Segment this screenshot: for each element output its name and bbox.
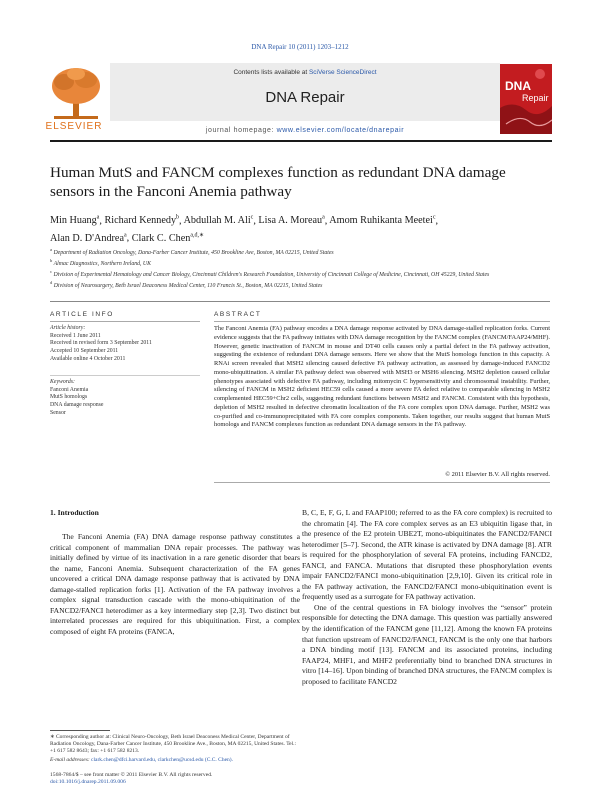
paragraph: The Fanconi Anemia (FA) DNA damage response pathway constitutes a critical component of mammalian DNA repair processes. The pathway was initially defined by virtue of its inactivation in a rare genetic disorder that bears the name, Fanconi Anemia. Subsequent characterization of the FA genes uncovered a critical DNA damage response pathway that is activated by DNA damage-stalled replication forks [1]. Activation of the FA pathway involves a complex signal transduction cascade with the mono-ubiquitination of the FANCD2/FANCI heterodimer as a key intermediary step [2,3]. Two distinct but interrelated processes are required for this ubiquitination. First, a complex composed of eight FA proteins (FANCA, — [50, 532, 300, 636]
abstract-rule — [214, 321, 550, 322]
history-item: Received in revised form 3 September 2011 — [50, 340, 152, 347]
email-line — [50, 757, 300, 764]
keywords — [50, 379, 200, 418]
author[interactable]: Alan D. D'Andrea$^a$ — [50, 232, 127, 244]
history-heading: Article history: — [50, 325, 86, 331]
issn-line — [50, 772, 350, 787]
keyword: DNA damage response — [50, 402, 104, 409]
homepage-link[interactable]: www.elsevier.com/locate/dnarepair — [276, 127, 405, 134]
header-divider — [50, 140, 552, 142]
history-rule — [50, 375, 200, 376]
author[interactable]: Amom Ruhikanta Meetei$^c$ — [329, 215, 436, 227]
paragraph: One of the central questions in FA biology involves the “sensor” protein responsible for detecting the DNA damage. This question was partially answered by the identification of the FANCM gene [11,12]. Among the known FA proteins that function upstream of FANCD2/FANCI, FANCM is the only one that harbors a DNA binding motif [13]. FANCM and its associated proteins, including FAAP24, MHF1, and MHF2 preferentially bind to branched DNA structures in vitro [14–16]. Upon binding of branched DNA structures, the FANCM complex is proposed to facilitate FANCD2 — [302, 602, 552, 686]
journal-homepage — [110, 127, 500, 134]
corresponding-text: ∗ Corresponding author at: Clinical Neuro-Oncology, Beth Israel Deaconess Medical Center, Department of Radiation Oncology, Dana-Farber Cancer Institute, 450 Brookline Ave., Boston, MA 02215, United States. Tel.: +1 617 582 8643; fax: +1 617 582 8213. — [50, 734, 297, 754]
copyright: © 2011 Elsevier B.V. All rights reserved. — [445, 471, 550, 478]
author[interactable]: Abdullah M. Ali$^c$ — [183, 215, 254, 227]
elsevier-tree-logo — [46, 62, 106, 122]
abstract-text: The Fanconi Anemia (FA) pathway encodes a DNA damage response activated by DNA damage-stalled replication forks. Current evidence suggests that the FA pathway initiates with DNA damage recognition by the FANCM complex (FANCM/FAAP24/MHF). However, genetic inactivation of FANCM in mouse and DT40 cells causes only a partial defect in the FA pathway activation, suggesting the existence of redundant DNA damage sensors. Here we show that the MutS homologs function in this capacity. A RNAi screen revealed that MSH2 silencing caused defective FA pathway activation, as assessed by damage-induced FANCD2 mono-ubiquitination. A similar FA pathway defect was observed with MSH3 or MSH6 silencing. MSH2 depletion caused cellular phenotypes associated with defective FA pathway, including mitomycin C hypersensitivity and chromosomal instability. Further, silencing of FANCM in MSH2 deficient HEC59 cells caused a more severe FA defect relative to comparable silencing in MSH2 complemented HEC59+Chr2 cells, suggesting redundant functions between MSH2 and FANCM. Consistent with this hypothesis, depletion of MSH2 resulted in defective chromatin localization of the FA core complex upon DNA damage. Further, MSH2 was co-purified and co-immunoprecipitated with FA core complex components. Taken together, our results suggest that human MutS homologs and FANCM complexes function as redundant DNA damage sensors in the FA pathway. — [214, 325, 550, 429]
issn-text: 1568-7864/$ – see front matter © 2011 Elsevier B.V. All rights reserved. — [50, 772, 213, 778]
journal-citation: DNA Repair 10 (2011) 1203–1212 — [251, 43, 349, 51]
email-links[interactable]: clark.chen@dfci.harvard.edu, clarkchen@ucsd.edu (C.C. Chen). — [91, 757, 233, 763]
article-title: Human MutS and FANCM complexes function as redundant DNA damage sensors in the Fanconi Anemia pathway — [50, 164, 506, 200]
journal-title: DNA Repair — [265, 89, 345, 106]
author-list: Min Huang$^a$, Richard Kennedy$^b$, Abdullah M. Ali$^c$, Lisa A. Moreau$^a$, Amom Ruhikanta Meetei$^c$, Alan D. D'Andrea$^a$, Clark C. Chen$^{a,d,∗}$ — [50, 215, 439, 244]
keywords-heading: Keywords: — [50, 379, 75, 385]
history-item: Accepted 10 September 2011 — [50, 348, 119, 355]
homepage-prefix: journal homepage: — [205, 127, 277, 134]
keyword: Fanconi Anemia — [50, 386, 89, 393]
sciencedirect-link[interactable]: SciVerse ScienceDirect — [308, 69, 377, 76]
contents-availability — [110, 69, 500, 76]
author[interactable]: Lisa A. Moreau$^a$ — [258, 215, 325, 227]
author[interactable]: Richard Kennedy$^b$ — [104, 215, 180, 227]
affiliations — [50, 246, 550, 291]
history-item: Received 1 June 2011 — [50, 332, 101, 339]
email-label: E-mail addresses: — [50, 757, 92, 763]
cover-subtitle: Repair — [522, 93, 549, 103]
footnote-rule — [50, 730, 110, 731]
affiliation: $^c$ Division of Experimental Hematology and Cancer Biology, Cincinnati Children's Research Foundation, University of Cincinnati College of Medicine, Cincinnati, OH 45229, United States — [50, 269, 490, 279]
article-info-heading: ARTICLE INFO — [50, 311, 114, 318]
article-history — [50, 325, 200, 364]
author[interactable]: Clark C. Chen$^{a,d,∗}$ — [131, 232, 205, 244]
contents-prefix: Contents lists available at — [233, 69, 309, 76]
cover-title: DNA — [505, 79, 531, 93]
keyword: Sensor — [50, 409, 66, 416]
article-info-rule — [50, 321, 200, 322]
affiliation: $^d$ Division of Neurosurgery, Beth Israel Deaconess Medical Center, 110 Francis St., Boston, MA 02215, United States — [50, 280, 323, 290]
paragraph: B, C, E, F, G, L and FAAP100; referred to as the FA core complex) is recruited to the chromatin [4]. The FA core complex serves as an E3 ubiquitin ligase that, in the presence of the E2 protein UBE2T, mono-ubiquitinates the FANCD2/FANCI heterodimer [5–7]. Second, the ATR kinase is activated by DNA damage [8]. ATR is required for the phosphorylation of several FA proteins, including FANCD2, FANCI, and FANCA. Mutations that disrupted these phosphorylation events impair FANCD2/FANCI mono-ubiquitination [2,9,10]. Given its critical role in the FA pathway activation, the FANCD2/FANCI mono-ubiquitination event is frequently used as a surrogate for FA pathway activation. — [302, 508, 552, 602]
body-column-left — [50, 532, 300, 637]
keyword: MutS homologs — [50, 394, 88, 401]
abstract-heading: ABSTRACT — [214, 311, 262, 318]
body-column-right — [302, 508, 552, 687]
abstract-bottom-rule — [214, 482, 550, 483]
history-item: Available online 4 October 2011 — [50, 355, 126, 362]
affiliation: $^b$ Almac Diagnostics, Northern Ireland, UK — [50, 258, 151, 268]
affiliations-divider — [50, 301, 550, 302]
publisher-name: ELSEVIER — [45, 121, 103, 132]
affiliation: $^a$ Department of Radiation Oncology, Dana-Farber Cancer Institute, 450 Brookline Ave, Boston, MA 02215, United States — [50, 247, 334, 256]
author[interactable]: Min Huang$^a$ — [50, 215, 100, 227]
section-heading: 1. Introduction — [50, 508, 99, 517]
doi-link[interactable]: doi:10.1016/j.dnarep.2011.09.006 — [50, 779, 126, 786]
corresponding-author-note — [50, 734, 300, 764]
journal-cover-thumbnail — [500, 64, 552, 134]
